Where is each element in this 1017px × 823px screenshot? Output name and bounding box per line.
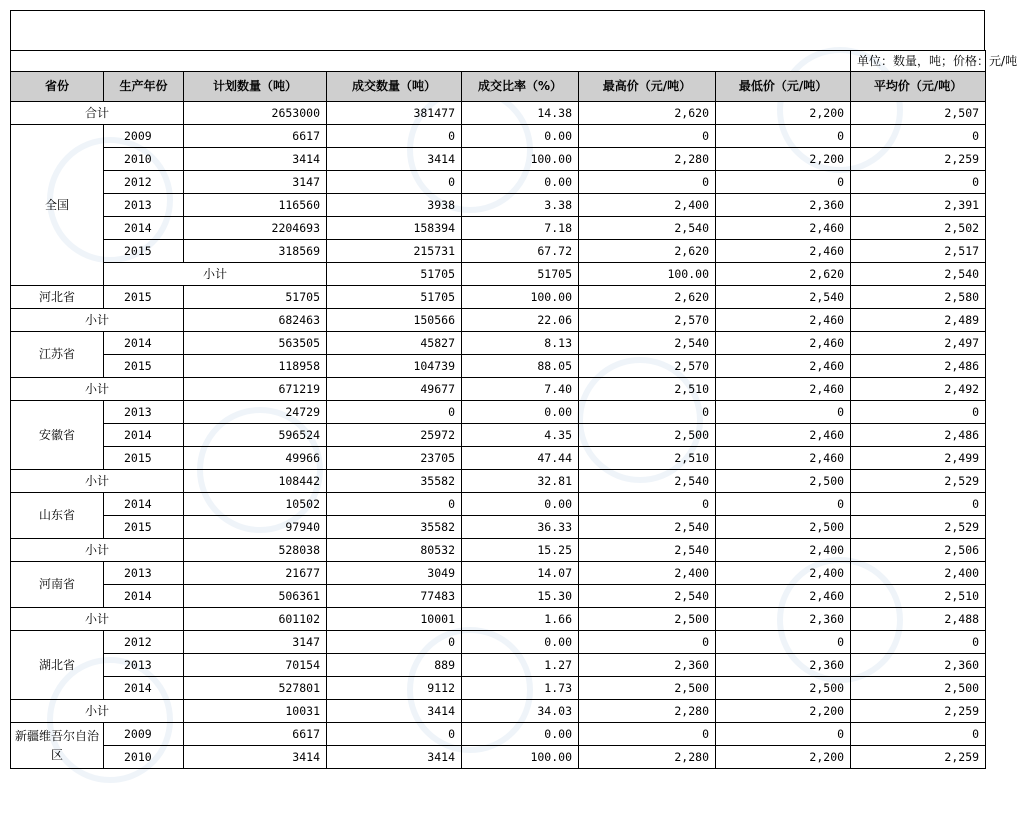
subtotal-label: 小计: [11, 309, 184, 332]
highest-price-cell: 0: [579, 493, 716, 516]
province-cell: 新疆维吾尔自治区: [11, 723, 104, 769]
trade-ratio-cell: 0.00: [462, 723, 579, 746]
lowest-price-cell: 2,200: [716, 700, 851, 723]
traded-quantity-cell: 158394: [327, 217, 462, 240]
subtotal-row: [11, 309, 986, 332]
table-body: [11, 102, 986, 769]
planned-quantity-cell: 318569: [184, 240, 327, 263]
traded-quantity-cell: 25972: [327, 424, 462, 447]
trade-ratio-cell: 0.00: [462, 171, 579, 194]
lowest-price-cell: 2,500: [716, 516, 851, 539]
highest-price-cell: 2,510: [579, 447, 716, 470]
traded-quantity-cell: 215731: [327, 240, 462, 263]
lowest-price-cell: 2,460: [716, 378, 851, 401]
planned-quantity-cell: 6617: [184, 125, 327, 148]
production-year-cell: 2012: [104, 171, 184, 194]
average-price-cell: 0: [851, 125, 986, 148]
table-row: [11, 171, 986, 194]
table-row: [11, 424, 986, 447]
average-price-cell: 2,500: [851, 677, 986, 700]
average-price-cell: 2,486: [851, 424, 986, 447]
average-price-cell: 2,499: [851, 447, 986, 470]
lowest-price-cell: 0: [716, 723, 851, 746]
header-average-price: 平均价（元/吨）: [851, 72, 986, 102]
traded-quantity-cell: 35582: [327, 516, 462, 539]
average-price-cell: 2,506: [851, 539, 986, 562]
table-row: [11, 332, 986, 355]
planned-quantity-cell: 108442: [184, 470, 327, 493]
average-price-cell: 2,529: [851, 516, 986, 539]
traded-quantity-cell: 0: [327, 125, 462, 148]
report-sheet: [10, 10, 1017, 769]
highest-price-cell: 2,540: [579, 585, 716, 608]
traded-quantity-cell: 51705: [327, 286, 462, 309]
highest-price-cell: 2,510: [579, 378, 716, 401]
subtotal-row: [11, 378, 986, 401]
production-year-cell: 2014: [104, 493, 184, 516]
highest-price-cell: 2,400: [579, 194, 716, 217]
highest-price-cell: 2,540: [579, 470, 716, 493]
trade-ratio-cell: 100.00: [579, 263, 716, 286]
planned-quantity-cell: 682463: [184, 309, 327, 332]
production-year-cell: 2014: [104, 424, 184, 447]
highest-price-cell: 2,620: [579, 102, 716, 125]
planned-quantity-cell: 97940: [184, 516, 327, 539]
table-row: [11, 746, 986, 769]
trade-ratio-cell: 3.38: [462, 194, 579, 217]
average-price-cell: 2,259: [851, 148, 986, 171]
province-cell: 全国: [11, 125, 104, 286]
lowest-price-cell: 2,460: [716, 217, 851, 240]
unit-note-spacer: [11, 51, 851, 72]
lowest-price-cell: 2,500: [716, 470, 851, 493]
subtotal-label: 小计: [11, 378, 184, 401]
highest-price-cell: 2,500: [579, 677, 716, 700]
production-year-cell: 2014: [104, 585, 184, 608]
table-row: [11, 654, 986, 677]
lowest-price-cell: 2,460: [716, 447, 851, 470]
highest-price-cell: 2,540: [579, 539, 716, 562]
highest-price-cell: 2,400: [579, 562, 716, 585]
trade-ratio-cell: 88.05: [462, 355, 579, 378]
production-year-cell: 2014: [104, 677, 184, 700]
production-year-cell: 2009: [104, 723, 184, 746]
average-price-cell: 0: [851, 493, 986, 516]
lowest-price-cell: 0: [716, 125, 851, 148]
traded-quantity-cell: 35582: [327, 470, 462, 493]
traded-quantity-cell: 9112: [327, 677, 462, 700]
title-bar: [10, 10, 985, 50]
lowest-price-cell: 0: [716, 401, 851, 424]
header-trade-ratio: 成交比率（%）: [462, 72, 579, 102]
average-price-cell: 0: [851, 723, 986, 746]
traded-quantity-cell: 150566: [327, 309, 462, 332]
highest-price-cell: 2,280: [579, 746, 716, 769]
planned-quantity-cell: 3414: [184, 148, 327, 171]
average-price-cell: 2,529: [851, 470, 986, 493]
table-row: [11, 562, 986, 585]
production-year-cell: 2013: [104, 194, 184, 217]
production-year-cell: 2013: [104, 401, 184, 424]
table-row: [11, 723, 986, 746]
trade-ratio-cell: 0.00: [462, 125, 579, 148]
average-price-cell: 2,259: [851, 700, 986, 723]
lowest-price-cell: 2,460: [716, 585, 851, 608]
traded-quantity-cell: 10001: [327, 608, 462, 631]
lowest-price-cell: 2,460: [716, 332, 851, 355]
average-price-cell: 0: [851, 171, 986, 194]
trade-ratio-cell: 15.25: [462, 539, 579, 562]
trade-ratio-cell: 100.00: [462, 286, 579, 309]
planned-quantity-cell: 601102: [184, 608, 327, 631]
lowest-price-cell: 2,540: [716, 286, 851, 309]
production-year-cell: 2009: [104, 125, 184, 148]
lowest-price-cell: 2,400: [716, 562, 851, 585]
average-price-cell: 0: [851, 631, 986, 654]
average-price-cell: 2,360: [851, 654, 986, 677]
total-row: [11, 102, 986, 125]
planned-quantity-cell: 49966: [184, 447, 327, 470]
highest-price-cell: 2,540: [579, 332, 716, 355]
header-province: 省份: [11, 72, 104, 102]
lowest-price-cell: 2,500: [716, 677, 851, 700]
planned-quantity-cell: 596524: [184, 424, 327, 447]
traded-quantity-cell: 3414: [327, 700, 462, 723]
trade-ratio-cell: 1.27: [462, 654, 579, 677]
table-row: [11, 217, 986, 240]
subtotal-label: 小计: [11, 470, 184, 493]
header-traded-quantity: 成交数量（吨）: [327, 72, 462, 102]
planned-quantity-cell: 6617: [184, 723, 327, 746]
total-label: 合计: [11, 102, 184, 125]
lowest-price-cell: 2,200: [716, 148, 851, 171]
traded-quantity-cell: 3938: [327, 194, 462, 217]
lowest-price-cell: 2,360: [716, 608, 851, 631]
header-planned-quantity: 计划数量（吨）: [184, 72, 327, 102]
production-year-cell: 2010: [104, 148, 184, 171]
trade-ratio-cell: 100.00: [462, 148, 579, 171]
trade-ratio-cell: 34.03: [462, 700, 579, 723]
average-price-cell: 2,507: [851, 102, 986, 125]
traded-quantity-cell: 45827: [327, 332, 462, 355]
lowest-price-cell: 2,360: [716, 654, 851, 677]
subtotal-row: [11, 539, 986, 562]
planned-quantity-cell: 70154: [184, 654, 327, 677]
highest-price-cell: 2,500: [579, 424, 716, 447]
average-price-cell: 2,510: [851, 585, 986, 608]
planned-quantity-cell: 3147: [184, 171, 327, 194]
lowest-price-cell: 2,360: [716, 194, 851, 217]
average-price-cell: 2,492: [851, 378, 986, 401]
province-cell: 湖北省: [11, 631, 104, 700]
column-header-row: [11, 72, 986, 102]
trade-ratio-cell: 4.35: [462, 424, 579, 447]
production-year-cell: 2014: [104, 217, 184, 240]
table-row: [11, 125, 986, 148]
highest-price-cell: 2,620: [579, 240, 716, 263]
production-year-cell: 2010: [104, 746, 184, 769]
lowest-price-cell: 0: [716, 171, 851, 194]
lowest-price-cell: 2,460: [716, 240, 851, 263]
header-production-year: 生产年份: [104, 72, 184, 102]
table-row: [11, 677, 986, 700]
table-row: [11, 631, 986, 654]
trade-ratio-cell: 7.40: [462, 378, 579, 401]
highest-price-cell: 0: [579, 171, 716, 194]
average-price-cell: 2,391: [851, 194, 986, 217]
highest-price-cell: 0: [579, 401, 716, 424]
subtotal-label: 小计: [11, 539, 184, 562]
trade-ratio-cell: 14.38: [462, 102, 579, 125]
highest-price-cell: 2,620: [716, 263, 851, 286]
lowest-price-cell: 2,460: [716, 424, 851, 447]
highest-price-cell: 2,620: [579, 286, 716, 309]
planned-quantity-cell: 21677: [184, 562, 327, 585]
trade-ratio-cell: 47.44: [462, 447, 579, 470]
planned-quantity-cell: 51705: [184, 286, 327, 309]
trade-ratio-cell: 0.00: [462, 493, 579, 516]
unit-note-row: [11, 51, 986, 72]
subtotal-row: [11, 608, 986, 631]
production-year-cell: 2015: [104, 447, 184, 470]
highest-price-cell: 2,500: [579, 608, 716, 631]
table-row: [11, 447, 986, 470]
production-year-cell: 2015: [104, 516, 184, 539]
traded-quantity-cell: 381477: [327, 102, 462, 125]
table-row: [11, 585, 986, 608]
production-year-cell: 2015: [104, 240, 184, 263]
province-cell: 安徽省: [11, 401, 104, 470]
table-row: [11, 148, 986, 171]
traded-quantity-cell: 0: [327, 171, 462, 194]
trade-ratio-cell: 15.30: [462, 585, 579, 608]
table-row: [11, 355, 986, 378]
traded-quantity-cell: 23705: [327, 447, 462, 470]
subtotal-label: 小计: [11, 608, 184, 631]
planned-quantity-cell: 24729: [184, 401, 327, 424]
traded-quantity-cell: 51705: [462, 263, 579, 286]
planned-quantity-cell: 2653000: [184, 102, 327, 125]
lowest-price-cell: 2,460: [716, 355, 851, 378]
traded-quantity-cell: 3414: [327, 148, 462, 171]
planned-quantity-cell: 506361: [184, 585, 327, 608]
highest-price-cell: 2,280: [579, 700, 716, 723]
lowest-price-cell: 2,460: [716, 309, 851, 332]
traded-quantity-cell: 0: [327, 401, 462, 424]
subtotal-row: [11, 263, 986, 286]
lowest-price-cell: 0: [716, 631, 851, 654]
trade-ratio-cell: 1.66: [462, 608, 579, 631]
production-year-cell: 2013: [104, 562, 184, 585]
average-price-cell: 2,580: [851, 286, 986, 309]
average-price-cell: 2,400: [851, 562, 986, 585]
production-year-cell: 2014: [104, 332, 184, 355]
trade-ratio-cell: 7.18: [462, 217, 579, 240]
highest-price-cell: 2,540: [579, 516, 716, 539]
subtotal-label: 小计: [104, 263, 327, 286]
planned-quantity-cell: 116560: [184, 194, 327, 217]
auction-results-table: [10, 50, 1017, 769]
average-price-cell: 2,502: [851, 217, 986, 240]
traded-quantity-cell: 0: [327, 631, 462, 654]
highest-price-cell: 2,360: [579, 654, 716, 677]
trade-ratio-cell: 22.06: [462, 309, 579, 332]
average-price-cell: 2,489: [851, 309, 986, 332]
average-price-cell: 2,488: [851, 608, 986, 631]
traded-quantity-cell: 0: [327, 493, 462, 516]
highest-price-cell: 0: [579, 631, 716, 654]
lowest-price-cell: 2,400: [716, 539, 851, 562]
traded-quantity-cell: 104739: [327, 355, 462, 378]
production-year-cell: 2013: [104, 654, 184, 677]
trade-ratio-cell: 8.13: [462, 332, 579, 355]
average-price-cell: 2,497: [851, 332, 986, 355]
traded-quantity-cell: 77483: [327, 585, 462, 608]
planned-quantity-cell: 563505: [184, 332, 327, 355]
table-row: [11, 516, 986, 539]
highest-price-cell: 2,570: [579, 355, 716, 378]
average-price-cell: 2,486: [851, 355, 986, 378]
trade-ratio-cell: 1.73: [462, 677, 579, 700]
table-row: [11, 401, 986, 424]
province-cell: 山东省: [11, 493, 104, 539]
highest-price-cell: 2,540: [579, 217, 716, 240]
average-price-cell: 2,259: [851, 746, 986, 769]
planned-quantity-cell: 2204693: [184, 217, 327, 240]
trade-ratio-cell: 0.00: [462, 401, 579, 424]
trade-ratio-cell: 100.00: [462, 746, 579, 769]
highest-price-cell: 0: [579, 723, 716, 746]
traded-quantity-cell: 889: [327, 654, 462, 677]
planned-quantity-cell: 10031: [184, 700, 327, 723]
traded-quantity-cell: 3414: [327, 746, 462, 769]
planned-quantity-cell: 527801: [184, 677, 327, 700]
table-row: [11, 286, 986, 309]
lowest-price-cell: 2,540: [851, 263, 986, 286]
traded-quantity-cell: 80532: [327, 539, 462, 562]
subtotal-row: [11, 470, 986, 493]
planned-quantity-cell: 3147: [184, 631, 327, 654]
planned-quantity-cell: 10502: [184, 493, 327, 516]
province-cell: 江苏省: [11, 332, 104, 378]
traded-quantity-cell: 49677: [327, 378, 462, 401]
province-cell: 河北省: [11, 286, 104, 309]
traded-quantity-cell: 0: [327, 723, 462, 746]
planned-quantity-cell: 3414: [184, 746, 327, 769]
lowest-price-cell: 2,200: [716, 746, 851, 769]
table-row: [11, 240, 986, 263]
trade-ratio-cell: 0.00: [462, 631, 579, 654]
planned-quantity-cell: 528038: [184, 539, 327, 562]
production-year-cell: 2015: [104, 355, 184, 378]
subtotal-row: [11, 700, 986, 723]
production-year-cell: 2012: [104, 631, 184, 654]
planned-quantity-cell: 118958: [184, 355, 327, 378]
table-row: [11, 493, 986, 516]
average-price-cell: 2,517: [851, 240, 986, 263]
subtotal-label: 小计: [11, 700, 184, 723]
production-year-cell: 2015: [104, 286, 184, 309]
header-highest-price: 最高价（元/吨）: [579, 72, 716, 102]
lowest-price-cell: 2,200: [716, 102, 851, 125]
traded-quantity-cell: 3049: [327, 562, 462, 585]
header-lowest-price: 最低价（元/吨）: [716, 72, 851, 102]
unit-note: 单位：数量，吨；价格：元/吨: [851, 51, 986, 72]
province-cell: 河南省: [11, 562, 104, 608]
average-price-cell: 0: [851, 401, 986, 424]
lowest-price-cell: 0: [716, 493, 851, 516]
highest-price-cell: 2,280: [579, 148, 716, 171]
planned-quantity-cell: 51705: [327, 263, 462, 286]
highest-price-cell: 2,570: [579, 309, 716, 332]
trade-ratio-cell: 36.33: [462, 516, 579, 539]
trade-ratio-cell: 14.07: [462, 562, 579, 585]
highest-price-cell: 0: [579, 125, 716, 148]
planned-quantity-cell: 671219: [184, 378, 327, 401]
trade-ratio-cell: 67.72: [462, 240, 579, 263]
trade-ratio-cell: 32.81: [462, 470, 579, 493]
table-row: [11, 194, 986, 217]
